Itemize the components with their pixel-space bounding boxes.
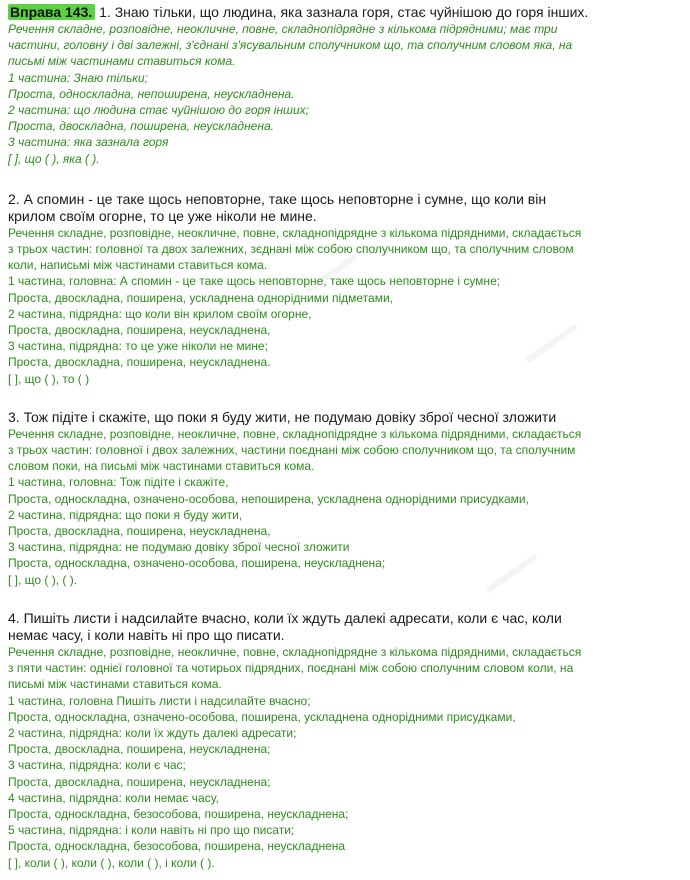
- sentence-2-line: крилом своїм огорне, то це уже ніколи не мине.: [8, 207, 317, 224]
- analysis-line: словом поки, на письмі між частинами ставиться кома.: [8, 459, 315, 474]
- exercise-item-1: [8, 4, 684, 167]
- sentence-4-line: 4. Пишіть листи і надсилайте вчасно, коли їх ждуть далекі адресати, коли є час, коли: [8, 609, 562, 626]
- analysis-line: Проста, односкладна, безособова, поширена, неускладнена;: [8, 806, 349, 821]
- analysis-line: письмі між частинами ставиться кома.: [8, 677, 222, 692]
- analysis-line: коли, написьмі між частинами ставиться кома.: [8, 258, 268, 273]
- analysis-line: Проста, двоскладна, поширена, неускладнена;: [8, 742, 271, 757]
- sentence-3: 3. Тож підіте і скажіте, що поки я буду жити, не подумаю довіку зброї чесної зложити: [8, 408, 557, 425]
- analysis-line: Речення складне, розповідне, неокличне, повне, складнопідрядне з кількома підрядними, складається: [8, 426, 582, 441]
- analysis-line: 4 частина, підрядна: коли немає часу,: [8, 790, 219, 805]
- analysis-line: [ ], коли ( ), коли ( ), коли ( ), і коли ( ).: [8, 855, 215, 870]
- analysis-line: з трьох частин: головної і двох залежних, частини поєднані між собою сполучником що, та сполучним: [8, 443, 576, 458]
- analysis-line: 2 частина, підрядна: коли їх ждуть далекі адресати;: [8, 725, 297, 740]
- analysis-line: 1 частина, головна: А спомин - це таке щось неповторне, таке щось неповторне і сумне;: [8, 274, 501, 289]
- analysis-line: 2 частина: що людина стає чуйнішою до горя інших;: [8, 103, 310, 118]
- analysis-line: Проста, односкладна, означено-особова, поширена, ускладнена однорідними присудками,: [8, 709, 516, 724]
- analysis-line: 1 частина: Знаю тільки;: [8, 70, 148, 85]
- analysis-line: Проста, двоскладна, поширена, неускладнена,: [8, 323, 271, 338]
- analysis-line: з пяти частин: однієї головної та чотирьох підрядних, поєднані між собою сполучним словом коли, на: [8, 661, 574, 676]
- analysis-line: частини, головну і дві залежні, з'єднані з'ясувальним сполучником що, та сполучним словом яка, на: [8, 38, 573, 53]
- sentence-2-line: 2. А спомин - це таке щось неповторне, таке щось неповторне і сумне, що коли він: [8, 190, 547, 207]
- analysis-line: Речення складне, розповідне, неокличне, повне, складнопідрядне з кількома підрядними, складається: [8, 225, 582, 240]
- analysis-line: Проста, односкладна, безособова, поширена, неускладнена: [8, 839, 346, 854]
- analysis-line: 3 частина, підрядна: не подумаю довіку зброї чесної зложити: [8, 540, 350, 555]
- analysis-line: Проста, двоскладна, поширена, ускладнена однорідними підметами,: [8, 290, 393, 305]
- analysis-line: 1 частина, головна Пишіть листи і надсилайте вчасно;: [8, 693, 311, 708]
- sentence-1: Вправа 143. 1. Знаю тільки, що людина, яка зазнала горя, стає чуйнішою до горя інших.: [10, 4, 589, 20]
- sentence-4-line: немає часу, і коли навіть ні про що писати.: [8, 626, 285, 643]
- analysis-line: [ ], що ( ), яка ( ).: [8, 151, 100, 166]
- analysis-line: 5 частина, підрядна: і коли навіть ні про що писати;: [8, 823, 295, 838]
- analysis-line: Речення складне, розповідне, неокличне, повне, складнопідрядне з кількома підрядними, складається: [8, 644, 582, 659]
- analysis-line: Проста, двоскладна, поширена, неускладнена.: [8, 355, 271, 370]
- analysis-line: Проста, односкладна, означено-особова, непоширена, ускладнена однорідними присудками,: [8, 491, 529, 506]
- exercise-page: ▬▬▬ ▬▬▬ ▬▬▬ Вправа 143. 1. Знаю тільки, що людина, яка зазнала горя, стає чуйнішою до горя інших. Речення складне, розповідне, неокличне, повне, складнопідрядне з кількома підрядними; має три частини, головну і дві залежні, з'єднані з'ясувальним сполучником що, та сполучним словом яка, на письмі між частинами ставиться кома. 1 частина: Знаю тільки; Проста, односкладна, непоширена, неускладнена. 2 частина: що людина стає чуйнішою до горя інших; Проста, двоскладна, поширена, неускладнена. 3 частина: яка зазнала горя [ ], що ( ), яка ( ). 2. А спомин - це таке щось неповторне, таке щось неповторне і сумне, що коли він крилом своїм огорне, то це уже ніколи не мине. Речення складне, розповідне, неокличне, повне, складнопідрядне з кількома підрядними, складається з трьох частин: головної та двох залежних, зєднані між собою сполучником що, та сполучним словом коли, написьмі між частинами ставиться кома. 1 частина, головна: А спомин - це таке щось неповторне, таке щось неповторне і сумне; Проста, двоскладна, поширена, ускладнена однорідними підметами, 2 частина, підрядна: що коли він крилом своїм огорне, Проста, двоскладна, поширена, неускладнена, 3 частина, підрядна: то це уже ніколи не мине; Проста, двоскладна, поширена, неускладнена. [ ], що ( ), то ( ) 3. Тож підіте і скажіте, що поки я буду жити, не подумаю довіку зброї чесної зложити Речення складне, розповідне, неокличне, повне, складнопідрядне з кількома підрядними, складається з трьох частин: головної і двох залежних, частини поєднані між собою сполучником що, та сполучним словом поки, на письмі між частинами ставиться кома. 1 частина, головна: Тож підіте і скажіте, Проста, односкладна, означено-особова, непоширена, ускладнена однорідними присудками, 2 частина, підрядна: що поки я буду жити, Проста, двоскладна, поширена, неускладнена, 3 частина, підрядна: не подумаю довіку зброї чесної зложити Проста, односкладна, означено-особова, поширена, неускладнена; [ ], що ( ), ( ). 4. Пишіть листи і надсилайте вчасно, коли їх ждуть далекі адресати, коли є час, коли немає часу, і коли навіть ні про що писати. Речення складне, розповідне, неокличне, повне, складнопідрядне з кількома підрядними, складається з пяти частин: однієї головної та чотирьох підрядних, поєднані між собою сполучним словом коли, на письмі між частинами ставиться кома. 1 частина, головна Пишіть листи і надсилайте вчасно; Проста, односкладна, означено-особова, поширена, ускладнена однорідними присудками, 2 частина, підрядна: коли їх ждуть далекі адресати; Проста, двоскладна, поширена, неускладнена; 3 частина, підрядна: коли є час; Проста, двоскладна, поширена, неускладнена; 4 частина, підрядна: коли немає часу, Проста, односкладна, безособова, поширена, неускладнена; 5 частина, підрядна: і коли навіть ні про що писати; Проста, односкладна, безособова, поширена, неускладнена [ ], коли ( ), коли ( ), коли ( ), і коли ( ).: [0, 0, 690, 880]
- analysis-line: Проста, односкладна, непоширена, неускладнена.: [8, 86, 295, 101]
- analysis-line: 3 частина, підрядна: коли є час;: [8, 758, 186, 773]
- analysis-line: 2 частина, підрядна: що коли він крилом своїм огорне,: [8, 306, 312, 321]
- analysis-line: [ ], що ( ), то ( ): [8, 371, 90, 386]
- analysis-line: [ ], що ( ), ( ).: [8, 572, 78, 587]
- analysis-line: Речення складне, розповідне, неокличне, повне, складнопідрядне з кількома підрядними; має три: [8, 22, 558, 36]
- exercise-item-2: [8, 191, 684, 387]
- analysis-line: 3 частина: яка зазнала горя: [8, 135, 169, 150]
- analysis-line: 2 частина, підрядна: що поки я буду жити,: [8, 507, 243, 522]
- analysis-line: Проста, двоскладна, поширена, неускладнена,: [8, 524, 271, 539]
- analysis-line: 3 частина, підрядна: то це уже ніколи не мине;: [8, 339, 268, 354]
- exercise-item-3: [8, 409, 684, 588]
- exercise-item-4: [8, 610, 684, 871]
- analysis-line: Проста, двоскладна, поширена, неускладнена;: [8, 774, 271, 789]
- analysis-line: письмі між частинами ставиться кома.: [8, 54, 236, 69]
- analysis-line: Проста, двоскладна, поширена, неускладнена.: [8, 119, 274, 134]
- exercise-label: Вправа 143.: [8, 4, 95, 20]
- analysis-line: 1 частина, головна: Тож підіте і скажіте,: [8, 475, 229, 490]
- analysis-line: Проста, односкладна, означено-особова, поширена, неускладнена;: [8, 556, 386, 571]
- analysis-line: з трьох частин: головної та двох залежних, зєднані між собою сполучником що, та сполучним словом: [8, 242, 574, 257]
